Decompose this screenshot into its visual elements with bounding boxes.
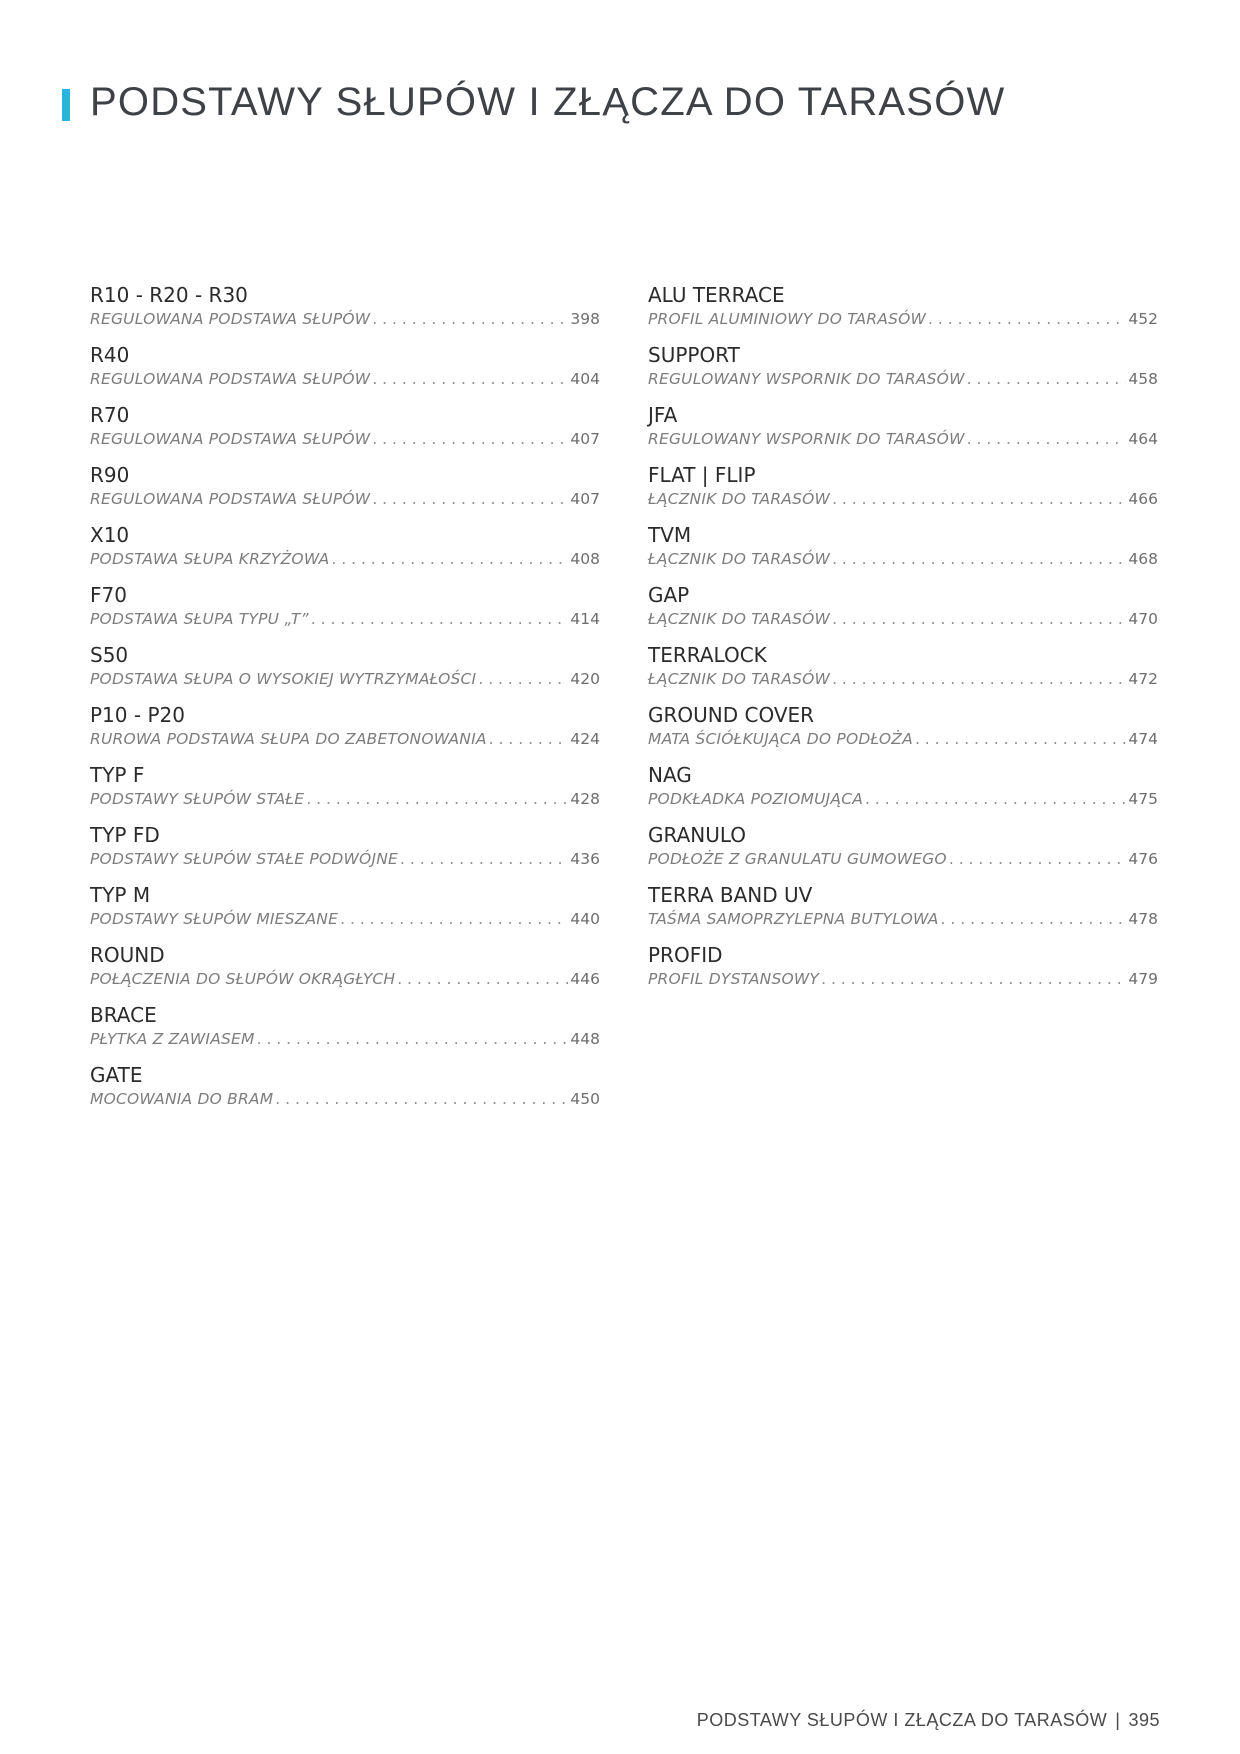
- toc-entry[interactable]: [648, 762, 1158, 822]
- toc-entry-line: [648, 549, 1158, 569]
- toc-entry-title: GRANULO: [648, 823, 747, 847]
- toc-entry-title: F70: [90, 583, 127, 607]
- toc-entry-subtitle: PODSTAWA SŁUPA TYPU „T”: [90, 610, 309, 628]
- footer-section-title: PODSTAWY SŁUPÓW I ZŁĄCZA DO TARASÓW: [696, 1710, 1108, 1730]
- toc-entry-subtitle: PODSTAWY SŁUPÓW STAŁE: [90, 790, 305, 808]
- toc-entry[interactable]: [90, 1062, 600, 1122]
- toc-entry-line: [90, 849, 600, 869]
- toc-entry-line: [90, 789, 600, 809]
- toc-entry-title: TVM: [648, 523, 692, 547]
- toc-entry-title: BRACE: [90, 1003, 157, 1027]
- toc-entry-subtitle: REGULOWANY WSPORNIK DO TARASÓW: [648, 430, 965, 448]
- toc-entry-title: R90: [90, 463, 130, 487]
- toc-entry-subtitle: ŁĄCZNIK DO TARASÓW: [648, 670, 831, 688]
- dot-leader: [949, 849, 1127, 869]
- toc-entry[interactable]: [90, 582, 600, 642]
- toc-entry-page: 479: [1128, 970, 1158, 988]
- dot-leader: [928, 309, 1126, 329]
- footer-separator: |: [1115, 1710, 1121, 1730]
- dot-leader: [821, 969, 1126, 989]
- toc-entry-line: [90, 429, 600, 449]
- toc-entry-title: GAP: [648, 583, 690, 607]
- toc-entry-page: 424: [570, 730, 600, 748]
- toc-entry-title: ROUND: [90, 943, 165, 967]
- toc-entry-line: [648, 369, 1158, 389]
- toc-entry-line: [648, 429, 1158, 449]
- toc-entry[interactable]: [648, 702, 1158, 762]
- toc-entry-title: TYP F: [90, 763, 145, 787]
- toc-entry-subtitle: MOCOWANIA DO BRAM: [90, 1090, 274, 1108]
- toc-entry-page: 414: [570, 610, 600, 628]
- dot-leader: [331, 549, 568, 569]
- toc-entry-title: TERRA BAND UV: [648, 883, 813, 907]
- toc-entry-subtitle: PODSTAWA SŁUPA KRZYŻOWA: [90, 550, 330, 568]
- toc-entry-line: [90, 669, 600, 689]
- toc-entry-page: 478: [1128, 910, 1158, 928]
- toc-entry-subtitle: PODSTAWY SŁUPÓW STAŁE PODWÓJNE: [90, 850, 399, 868]
- dot-leader: [340, 909, 568, 929]
- toc-entry-line: [90, 369, 600, 389]
- footer-page-number: 395: [1128, 1710, 1160, 1730]
- toc-entry[interactable]: [648, 522, 1158, 582]
- toc-entry-subtitle: ŁĄCZNIK DO TARASÓW: [648, 610, 831, 628]
- toc-entry[interactable]: [90, 822, 600, 882]
- title-accent-bar: [62, 89, 70, 121]
- toc-entry-page: 407: [570, 430, 600, 448]
- toc-entry-title: SUPPORT: [648, 343, 740, 367]
- toc-column-left: [90, 282, 600, 1122]
- toc-entry-page: 468: [1128, 550, 1158, 568]
- toc-entry-page: 472: [1128, 670, 1158, 688]
- dot-leader: [865, 789, 1126, 809]
- toc-entry-page: 407: [570, 490, 600, 508]
- toc-entry-title: TERRALOCK: [648, 643, 767, 667]
- toc-entry[interactable]: [648, 642, 1158, 702]
- toc-entry-subtitle: PODŁOŻE Z GRANULATU GUMOWEGO: [648, 850, 947, 868]
- toc-entry-page: 458: [1128, 370, 1158, 388]
- toc-entry-subtitle: POŁĄCZENIA DO SŁUPÓW OKRĄGŁYCH: [90, 970, 396, 988]
- dot-leader: [478, 669, 568, 689]
- toc-entry-line: [648, 789, 1158, 809]
- dot-leader: [832, 489, 1126, 509]
- dot-leader: [311, 609, 569, 629]
- toc-entry[interactable]: [90, 702, 600, 762]
- toc-entry-title: FLAT | FLIP: [648, 463, 756, 487]
- toc-entry-subtitle: PODSTAWY SŁUPÓW MIESZANE: [90, 910, 339, 928]
- toc-entry-line: [90, 609, 600, 629]
- toc-entry-title: TYP FD: [90, 823, 160, 847]
- toc-entry-page: 450: [570, 1090, 600, 1108]
- toc-entry-subtitle: REGULOWANA PODSTAWA SŁUPÓW: [90, 490, 371, 508]
- toc-entry-title: PROFID: [648, 943, 723, 967]
- toc-entry[interactable]: [648, 822, 1158, 882]
- toc-entry-page: 408: [570, 550, 600, 568]
- toc-entry[interactable]: [90, 882, 600, 942]
- toc-entry-title: R40: [90, 343, 130, 367]
- toc-entry-line: [648, 669, 1158, 689]
- toc-entry-title: X10: [90, 523, 130, 547]
- toc-entry-page: 466: [1128, 490, 1158, 508]
- toc-entry-page: 404: [570, 370, 600, 388]
- toc-entry-title: R70: [90, 403, 130, 427]
- toc-entry-title: JFA: [648, 403, 678, 427]
- dot-leader: [941, 909, 1127, 929]
- toc-entry-line: [90, 309, 600, 329]
- toc-entry-subtitle: PŁYTKA Z ZAWIASEM: [90, 1030, 255, 1048]
- toc-entry-line: [90, 549, 600, 569]
- dot-leader: [967, 429, 1127, 449]
- toc-entry[interactable]: [648, 402, 1158, 462]
- toc-entry-subtitle: TAŚMA SAMOPRZYLEPNA BUTYLOWA: [648, 910, 939, 928]
- dot-leader: [397, 969, 568, 989]
- toc-entry-title: GROUND COVER: [648, 703, 815, 727]
- toc-entry-line: [90, 969, 600, 989]
- toc-entry-subtitle: PODKŁADKA POZIOMUJĄCA: [648, 790, 864, 808]
- toc-entry-subtitle: RUROWA PODSTAWA SŁUPA DO ZABETONOWANIA: [90, 730, 487, 748]
- toc-entry-title: GATE: [90, 1063, 143, 1087]
- toc-entry[interactable]: [90, 942, 600, 1002]
- toc-entry-line: [648, 849, 1158, 869]
- toc-entry-line: [648, 309, 1158, 329]
- toc-entry[interactable]: [648, 342, 1158, 402]
- toc-entry-subtitle: PODSTAWA SŁUPA O WYSOKIEJ WYTRZYMAŁOŚCI: [90, 670, 477, 688]
- toc-entry-line: [648, 609, 1158, 629]
- toc-entry-subtitle: MATA ŚCIÓŁKUJĄCA DO PODŁOŻA: [648, 730, 913, 748]
- toc-entry[interactable]: [90, 642, 600, 702]
- toc-entry-page: 452: [1128, 310, 1158, 328]
- dot-leader: [832, 609, 1126, 629]
- dot-leader: [832, 669, 1126, 689]
- page-title: PODSTAWY SŁUPÓW I ZŁĄCZA DO TARASÓW: [90, 80, 1006, 124]
- toc-entry[interactable]: [648, 282, 1158, 342]
- toc-entry[interactable]: [90, 762, 600, 822]
- toc-entry-line: [90, 1029, 600, 1049]
- toc-entry[interactable]: [90, 342, 600, 402]
- toc-entry-title: NAG: [648, 763, 692, 787]
- toc-entry-line: [648, 969, 1158, 989]
- toc-entry-title: S50: [90, 643, 129, 667]
- toc-entry-subtitle: REGULOWANA PODSTAWA SŁUPÓW: [90, 430, 371, 448]
- toc-entry[interactable]: [648, 882, 1158, 942]
- page-footer: [697, 1710, 1160, 1731]
- toc-entry-page: 436: [570, 850, 600, 868]
- toc-entry-line: [90, 1089, 600, 1109]
- toc-entry-subtitle: REGULOWANY WSPORNIK DO TARASÓW: [648, 370, 965, 388]
- toc-entry-line: [648, 489, 1158, 509]
- toc-entry-page: 420: [570, 670, 600, 688]
- toc-entry-line: [648, 909, 1158, 929]
- dot-leader: [275, 1089, 568, 1109]
- toc-entry-line: [90, 489, 600, 509]
- toc-entry-page: 476: [1128, 850, 1158, 868]
- toc-entry[interactable]: [90, 1002, 600, 1062]
- toc-entry[interactable]: [90, 282, 600, 342]
- toc-entry-page: 428: [570, 790, 600, 808]
- dot-leader: [372, 309, 568, 329]
- dot-leader: [832, 549, 1126, 569]
- toc-entry-page: 440: [570, 910, 600, 928]
- dot-leader: [306, 789, 568, 809]
- toc-entry-line: [90, 909, 600, 929]
- dot-leader: [372, 369, 568, 389]
- toc-entry-line: [648, 729, 1158, 749]
- dot-leader: [400, 849, 568, 869]
- toc-entry[interactable]: [90, 462, 600, 522]
- toc-entry-page: 464: [1128, 430, 1158, 448]
- toc-entry[interactable]: [648, 942, 1158, 1002]
- toc-entry-subtitle: ŁĄCZNIK DO TARASÓW: [648, 490, 831, 508]
- toc-entry-subtitle: PROFIL ALUMINIOWY DO TARASÓW: [648, 310, 927, 328]
- toc-entry[interactable]: [648, 582, 1158, 642]
- dot-leader: [967, 369, 1127, 389]
- toc-entry-title: ALU TERRACE: [648, 283, 785, 307]
- dot-leader: [372, 429, 568, 449]
- toc-column-right: [648, 282, 1158, 1002]
- toc-entry-line: [90, 729, 600, 749]
- toc-entry-subtitle: REGULOWANA PODSTAWA SŁUPÓW: [90, 370, 371, 388]
- toc-entry-page: 474: [1128, 730, 1158, 748]
- toc-entry-subtitle: ŁĄCZNIK DO TARASÓW: [648, 550, 831, 568]
- dot-leader: [257, 1029, 569, 1049]
- toc-entry-title: TYP M: [90, 883, 151, 907]
- toc-entry-title: P10 - P20: [90, 703, 185, 727]
- toc-entry-page: 398: [570, 310, 600, 328]
- toc-entry-subtitle: REGULOWANA PODSTAWA SŁUPÓW: [90, 310, 371, 328]
- toc-entry[interactable]: [90, 522, 600, 582]
- dot-leader: [372, 489, 568, 509]
- dot-leader: [915, 729, 1126, 749]
- toc-entry-page: 446: [570, 970, 600, 988]
- toc-entry-subtitle: PROFIL DYSTANSOWY: [648, 970, 820, 988]
- toc-entry-page: 470: [1128, 610, 1158, 628]
- toc-entry[interactable]: [90, 402, 600, 462]
- toc-entry-page: 475: [1128, 790, 1158, 808]
- toc-entry-page: 448: [570, 1030, 600, 1048]
- toc-entry[interactable]: [648, 462, 1158, 522]
- dot-leader: [489, 729, 569, 749]
- toc-entry-title: R10 - R20 - R30: [90, 283, 248, 307]
